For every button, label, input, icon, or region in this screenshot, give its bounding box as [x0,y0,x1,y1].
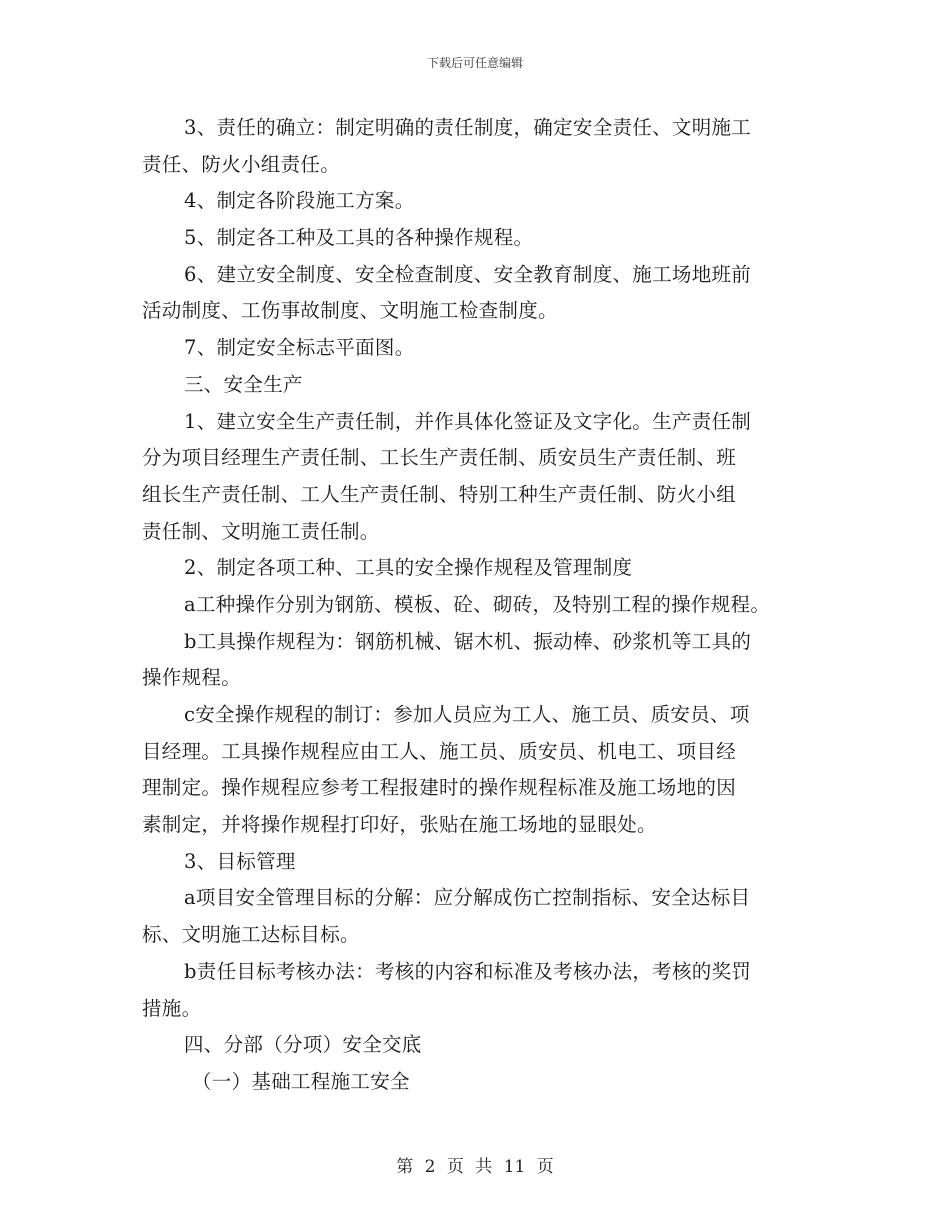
text-line: 标、文明施工达标目标。 [142,923,360,947]
text-line: 责任、防火小组责任。 [142,152,341,176]
text-line: a工种操作分别为钢筋、模板、砼、砌砖，及特别工程的操作规程。 [184,592,771,616]
document-body [142,110,822,1101]
text-line: 7、制定安全标志平面图。 [184,336,415,360]
text-line: b责任目标考核办法：考核的内容和标准及考核办法，考核的奖罚 [184,959,752,983]
text-line: 目经理。工具操作规程应由工人、施工员、质安员、机电工、项目经 [142,739,737,763]
text-line: c安全操作规程的制订：参加人员应为工人、施工员、质安员、项 [184,703,750,726]
text-line: 措施。 [142,996,202,1020]
text-line: 分为项目经理生产责任制、工长生产责任制、质安员生产责任制、班 [142,446,737,470]
text-line: 组长生产责任制、工人生产责任制、特别工种生产责任制、防火小组 [142,482,737,506]
text-line: 3、责任的确立：制定明确的责任制度，确定安全责任、文明施工 [184,116,752,139]
text-line: 责任制、文明施工责任制。 [142,519,380,543]
text-line: 操作规程。 [142,666,242,690]
text-line: 2、制定各项工种、工具的安全操作规程及管理制度 [184,556,633,580]
text-line: 活动制度、工伤事故制度、文明施工检查制度。 [142,299,558,323]
text-line: 6、建立安全制度、安全检查制度、安全教育制度、施工场地班前 [184,262,752,286]
section-heading: 三、安全生产 [184,372,303,396]
text-line: 5、制定各工种及工具的各种操作规程。 [184,226,534,250]
text-line: 3、目标管理 [184,849,296,873]
page-footer: 第 2 页 共 11 页 [396,1157,554,1177]
page-header: 下载后可任意编辑 [426,56,523,70]
text-line: b工具操作规程为：钢筋机械、锯木机、振动棒、砂浆机等工具的 [184,629,752,653]
text-line: 1、建立安全生产责任制，并作具体化签证及文字化。生产责任制 [184,409,752,433]
text-line: 素制定，并将操作规程打印好，张贴在施工场地的显眼处。 [142,813,657,837]
text-line: 理制定。操作规程应参考工程报建时的操作规程标准及施工场地的因 [142,776,737,800]
subsection-heading: （一）基础工程施工安全 [192,1069,410,1093]
section-heading: 四、分部（分项）安全交底 [184,1033,422,1057]
text-line: a项目安全管理目标的分解：应分解成伤亡控制指标、安全达标目 [184,886,751,910]
text-line: 4、制定各阶段施工方案。 [184,189,415,213]
